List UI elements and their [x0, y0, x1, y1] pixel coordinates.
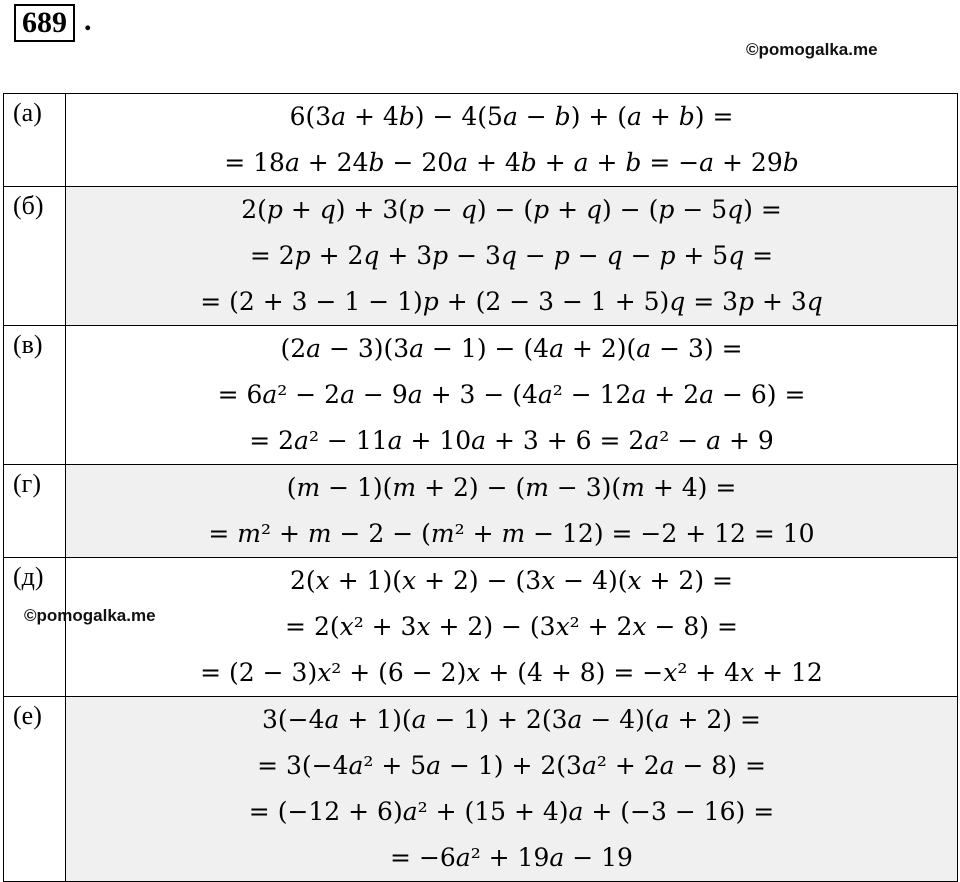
expression-line: (2𝑎 − 3)(3𝑎 − 1) − (4𝑎 + 2)(𝑎 − 3) = [280, 334, 743, 363]
expression-line: (𝑚 − 1)(𝑚 + 2) − (𝑚 − 3)(𝑚 + 4) = [286, 473, 737, 502]
item-label: (б) [4, 187, 66, 326]
watermark-middle: ©pomogalka.me [24, 606, 156, 625]
item-label: (е) [4, 697, 66, 882]
solutions-table [3, 93, 958, 882]
expression-line: = 2(𝑥² + 3𝑥 + 2) − (3𝑥² + 2𝑥 − 8) = [285, 612, 738, 641]
item-label: (в) [4, 326, 66, 465]
item-label: (г) [4, 465, 66, 558]
item-label: (д) [4, 558, 66, 697]
expression-cell [66, 326, 958, 465]
solution-row-a [4, 94, 958, 187]
expression-cell [66, 558, 958, 697]
expression-line: = 3(−4𝑎² + 5𝑎 − 1) + 2(3𝑎² + 2𝑎 − 8) = [257, 751, 766, 780]
expression-line: = (2 − 3)𝑥² + (6 − 2)𝑥 + (4 + 8) = −𝑥² + 4𝑥 + 12 [200, 658, 823, 687]
problem-number: 689 [14, 4, 75, 42]
expression-line: 2(𝑥 + 1)(𝑥 + 2) − (3𝑥 − 4)(𝑥 + 2) = [290, 566, 733, 595]
expression-cell [66, 187, 958, 326]
watermark-top: ©pomogalka.me [746, 40, 878, 59]
solution-row-e [4, 697, 958, 882]
solution-row-v [4, 326, 958, 465]
item-label: (а) [4, 94, 66, 187]
expression-line: = 6𝑎² − 2𝑎 − 9𝑎 + 3 − (4𝑎² − 12𝑎 + 2𝑎 − 6) = [217, 380, 806, 409]
expression-line: = 18𝑎 + 24𝑏 − 20𝑎 + 4𝑏 + 𝑎 + 𝑏 = −𝑎 + 29𝑏 [224, 148, 799, 177]
problem-number-dot: . [84, 4, 92, 37]
expression-line: = (2 + 3 − 1 − 1)𝑝 + (2 − 3 − 1 + 5)𝑞 = 3𝑝 + 3𝑞 [200, 287, 823, 316]
expression-line: = 𝑚² + 𝑚 − 2 − (𝑚² + 𝑚 − 12) = −2 + 12 = 10 [208, 519, 815, 548]
expression-cell [66, 697, 958, 882]
expression-line: = 2𝑎² − 11𝑎 + 10𝑎 + 3 + 6 = 2𝑎² − 𝑎 + 9 [249, 426, 774, 455]
solution-row-b [4, 187, 958, 326]
expression-cell [66, 465, 958, 558]
expression-line: 2(𝑝 + 𝑞) + 3(𝑝 − 𝑞) − (𝑝 + 𝑞) − (𝑝 − 5𝑞) = [241, 195, 782, 224]
expression-line: 6(3𝑎 + 4𝑏) − 4(5𝑎 − 𝑏) + (𝑎 + 𝑏) = [289, 102, 734, 131]
expression-line: 3(−4𝑎 + 1)(𝑎 − 1) + 2(3𝑎 − 4)(𝑎 + 2) = [262, 705, 761, 734]
expression-line: = (−12 + 6)𝑎² + (15 + 4)𝑎 + (−3 − 16) = [248, 797, 775, 826]
solution-row-d [4, 558, 958, 697]
solution-row-g [4, 465, 958, 558]
expression-cell [66, 94, 958, 187]
expression-line: = −6𝑎² + 19𝑎 − 19 [390, 843, 633, 872]
expression-line: = 2𝑝 + 2𝑞 + 3𝑝 − 3𝑞 − 𝑝 − 𝑞 − 𝑝 + 5𝑞 = [249, 241, 774, 270]
